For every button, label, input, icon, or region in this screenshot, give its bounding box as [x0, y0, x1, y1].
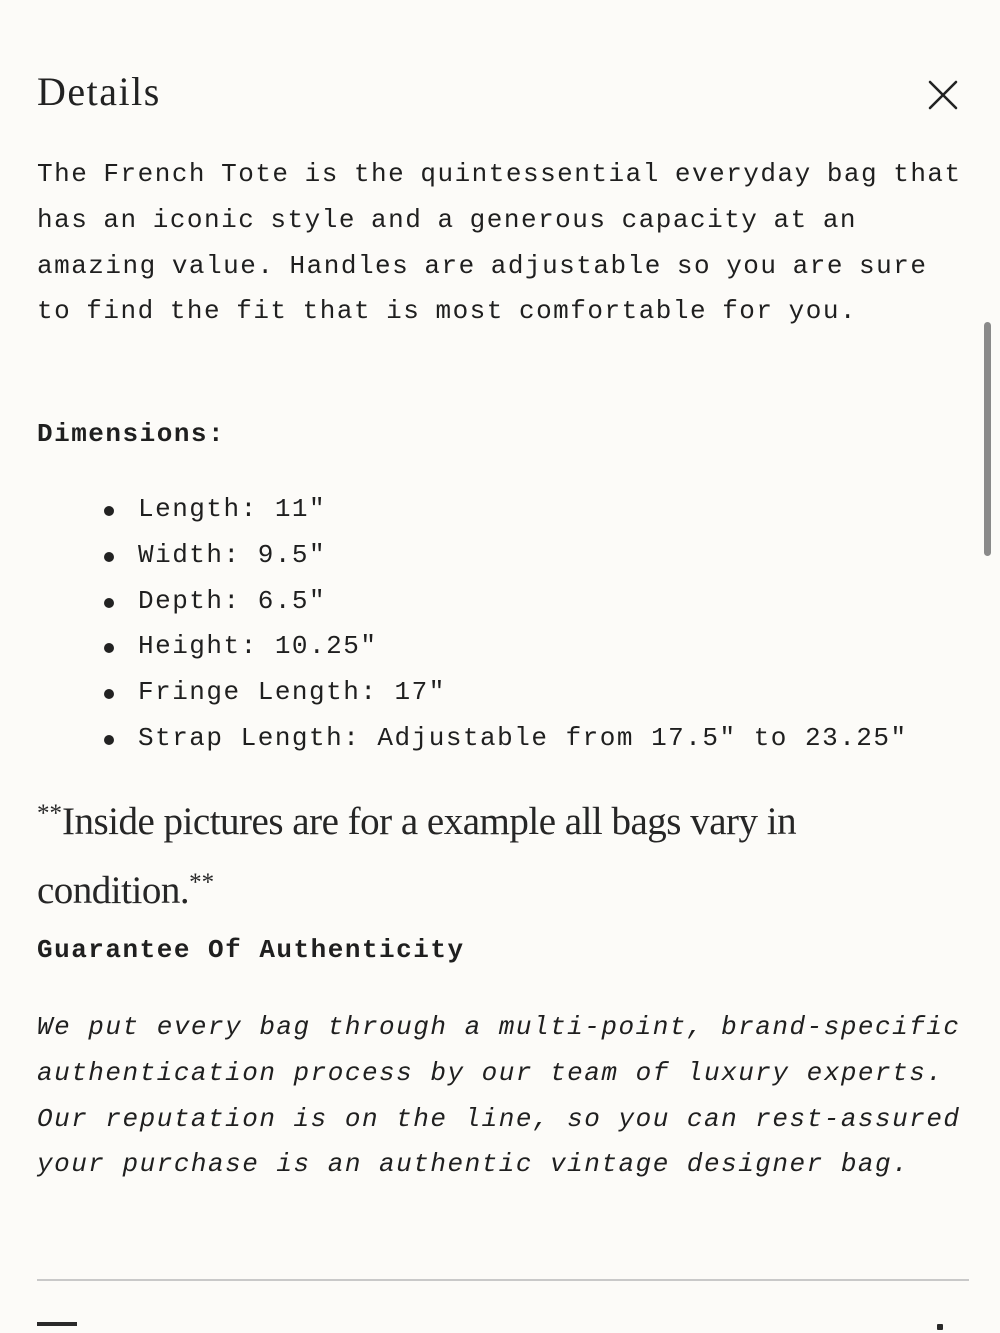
scrollbar-thumb[interactable]: [984, 322, 991, 556]
close-icon: [928, 80, 958, 110]
note-suffix: **: [189, 869, 215, 896]
bullet-icon: [104, 506, 114, 516]
note-text: Inside pictures are for a example all bags vary in condition.: [37, 800, 797, 912]
dimension-item-fringe-length: [37, 670, 908, 716]
dimension-item-height: [37, 624, 908, 670]
dimensions-list: [37, 487, 908, 762]
dimension-item-strap-length: [37, 716, 908, 762]
dimension-item-width: [37, 533, 908, 579]
section-divider: [37, 1279, 969, 1281]
bullet-icon: [104, 689, 114, 699]
chevron-icon: [937, 1324, 943, 1330]
dimension-text: Width: 9.5": [138, 539, 327, 570]
close-button[interactable]: [922, 74, 964, 116]
authenticity-text: We put every bag through a multi-point, brand-specific authentication process by our team of luxury experts. Our reputation is on the line, so you can rest-assured your purchase is an authentic vintage designer bag.: [37, 1012, 961, 1180]
dimension-item-length: [37, 487, 908, 533]
next-section-title-partial: [37, 1322, 77, 1326]
details-content: [37, 152, 967, 1180]
dimension-text: Strap Length: Adjustable from 17.5" to 23.25": [138, 722, 908, 753]
dimensions-heading: Dimensions:: [37, 419, 226, 449]
next-accordion-section[interactable]: [37, 1322, 969, 1333]
bullet-icon: [104, 643, 114, 653]
dimension-item-depth: [37, 579, 908, 625]
condition-note: [37, 783, 937, 921]
dimension-text: Fringe Length: 17": [138, 677, 446, 708]
bullet-icon: [104, 735, 114, 745]
dimension-text: Length: 11": [138, 494, 327, 524]
dimension-text: Height: 10.25": [138, 631, 378, 662]
bullet-icon: [104, 552, 114, 562]
details-title: Details: [37, 69, 161, 114]
authenticity-heading: Guarantee Of Authenticity: [37, 935, 465, 965]
details-header: [0, 0, 1000, 150]
bullet-icon: [104, 598, 114, 608]
note-prefix: **: [37, 800, 62, 827]
product-description: The French Tote is the quintessential everyday bag that has an iconic style and a generous capacity at an amazing value. Handles are adjustable so you are sure to find the fit that is most comfortable for you.: [37, 159, 962, 327]
dimension-text: Depth: 6.5": [138, 585, 327, 616]
